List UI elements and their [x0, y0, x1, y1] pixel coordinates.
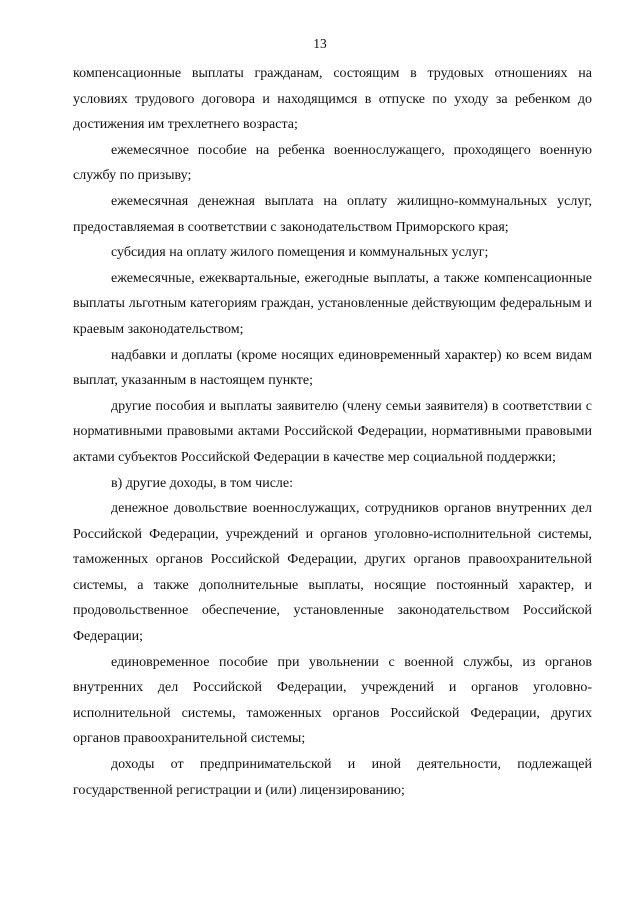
paragraph-housing-subsidy: субсидия на оплату жилого помещения и коммунальных услуг; — [111, 245, 489, 261]
page-number: 13 — [313, 36, 327, 51]
paragraph-discharge-benefit: единовременное пособие при увольнении с военной службы, из органов внутренних дел Российской Федерации, учреждений и органов уголовно-исполнительной системы, таможенных органов Российской Федерации, других органов правоохранительной системы; — [73, 654, 592, 747]
paragraph-other-benefits: другие пособия и выплаты заявителю (члену семьи заявителя) в соответствии с нормативными правовыми актами Российской Федерации, нормативными правовыми актами субъектов Российской Федерации в качестве мер социальной поддержки; — [73, 398, 592, 465]
document-body — [73, 61, 592, 803]
paragraph-business-income: доходы от предпринимательской и иной деятельности, подлежащей государственной регистрации и (или) лицензированию; — [73, 757, 592, 798]
paragraph-housing-utilities-payment: ежемесячная денежная выплата на оплату жилищно-коммунальных услуг, предоставляемая в соответствии с законодательством Приморского края; — [73, 193, 592, 235]
paragraph-military-child-allowance: ежемесячное пособие на ребенка военнослужащего, проходящего военную службу по призыву; — [73, 142, 592, 184]
paragraph-other-income-heading: в) другие доходы, в том числе: — [111, 475, 293, 491]
paragraph-compensation-childcare: компенсационные выплаты гражданам, состоящим в трудовых отношениях на условиях трудового договора и находящимся в отпуске по уходу за ребенком до достижения им трехлетнего возраста; — [73, 66, 592, 133]
paragraph-periodic-payments: ежемесячные, ежеквартальные, ежегодные выплаты, а также компенсационные выплаты льготным категориям граждан, установленные действующим федеральным и краевым законодательством; — [73, 270, 592, 337]
paragraph-allowances-supplements: надбавки и доплаты (кроме носящих единовременный характер) ко всем видам выплат, указанным в настоящем пункте; — [73, 347, 592, 389]
paragraph-military-pay: денежное довольствие военнослужащих, сотрудников органов внутренних дел Российской Федерации, учреждений и органов уголовно-исполнительной системы, таможенных органов Российской Федерации, других органов правоохранительной системы, а также дополнительные выплаты, носящие постоянный характер, и продовольственное обеспечение, установленные законодательством Российской Федерации; — [73, 501, 592, 645]
